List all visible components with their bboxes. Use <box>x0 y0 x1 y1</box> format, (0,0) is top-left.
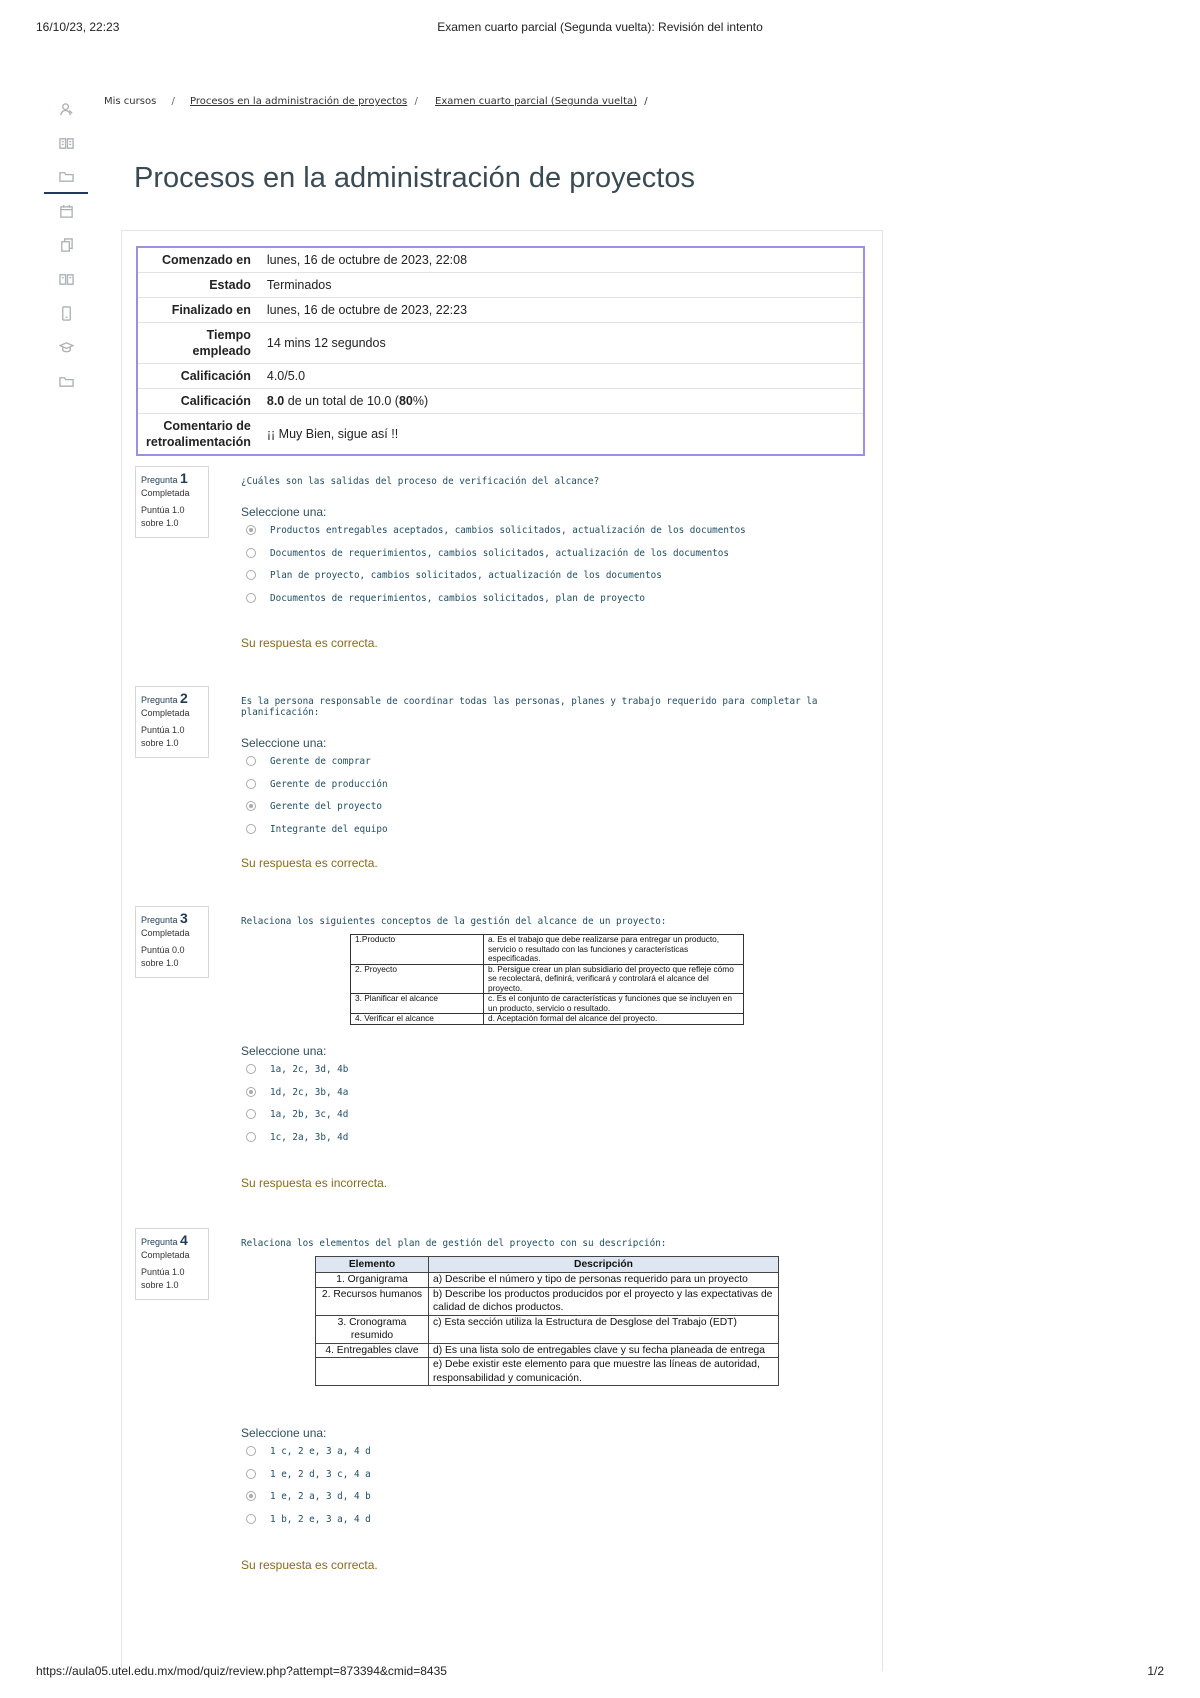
matching-table <box>350 934 744 1025</box>
answer-option[interactable]: Plan de proyecto, cambios solicitados, actualización de los documentos <box>241 568 861 591</box>
question-text: Es la persona responsable de coordinar todas las personas, planes y trabajo requerido para completar la planificación: <box>241 696 818 718</box>
radio[interactable] <box>246 1132 256 1142</box>
answer-option[interactable]: Gerente de comprar <box>241 754 861 777</box>
radio[interactable] <box>246 593 256 603</box>
answer-option[interactable]: 1c, 2a, 3b, 4d <box>241 1130 841 1153</box>
table-row: 4. Entregables clave d) Es una lista solo de entregables clave y su fecha planeada de entrega <box>316 1343 779 1358</box>
radio-selected[interactable] <box>246 801 256 811</box>
radio[interactable] <box>246 1446 256 1456</box>
grade2-mid: de un total de 10.0 ( <box>284 394 399 408</box>
grade2-end: %) <box>412 394 429 408</box>
question-label: Pregunta <box>141 475 178 485</box>
time-label: Tiempo empleado <box>137 323 259 364</box>
radio-selected[interactable] <box>246 525 256 535</box>
question-points: Puntúa 1.0 sobre 1.0 <box>141 1267 185 1290</box>
question-number: 4 <box>180 1232 188 1248</box>
page-title: Procesos en la administración de proyectos <box>134 162 695 194</box>
print-page-number: 1/2 <box>1147 1664 1164 1678</box>
started-value: lunes, 16 de octubre de 2023, 22:08 <box>266 253 468 267</box>
folder-icon[interactable] <box>44 364 88 398</box>
breadcrumb-my-courses[interactable]: Mis cursos <box>104 96 157 107</box>
radio[interactable] <box>246 1469 256 1479</box>
answer-option[interactable]: 1a, 2b, 3c, 4d <box>241 1107 841 1130</box>
select-one-label: Seleccione una: <box>241 1426 327 1440</box>
answer-option[interactable]: Documentos de requerimientos, cambios solicitados, plan de proyecto <box>241 591 861 614</box>
answer-option[interactable]: Documentos de requerimientos, cambios solicitados, actualización de los documentos <box>241 546 861 569</box>
answer-option[interactable]: Gerente del proyecto <box>241 799 861 822</box>
graduation-cap-icon[interactable] <box>44 330 88 364</box>
table-header-row: Elemento Descripción <box>316 1257 779 1273</box>
grade-value: 4.0/5.0 <box>259 364 864 389</box>
question-body <box>241 1228 861 1572</box>
question-label: Pregunta <box>141 695 178 705</box>
grade2-label: Calificación <box>137 389 259 414</box>
answer-option[interactable]: 1 c, 2 e, 3 a, 4 d <box>241 1444 841 1467</box>
answer-option[interactable]: 1 b, 2 e, 3 a, 4 d <box>241 1512 841 1535</box>
select-one-label: Seleccione una: <box>241 1044 327 1058</box>
answer-feedback: Su respuesta es incorrecta. <box>241 1176 388 1190</box>
question-info <box>135 906 209 978</box>
question-points: Puntúa 1.0 sobre 1.0 <box>141 505 185 528</box>
grade2-percent: 80 <box>398 394 413 408</box>
answer-feedback: Su respuesta es correcta. <box>241 856 378 870</box>
finished-label: Finalizado en <box>137 298 259 323</box>
matching-table <box>315 1256 779 1386</box>
state-value: Terminados <box>259 273 864 298</box>
question-body <box>241 466 861 650</box>
book-icon[interactable] <box>44 126 88 160</box>
folder-icon[interactable] <box>44 160 88 194</box>
radio[interactable] <box>246 756 256 766</box>
table-row: 4. Verificar el alcance d. Aceptación formal del alcance del proyecto. <box>351 1014 744 1025</box>
table-row: 1.Producto a. Es el trabajo que debe realizarse para entregar un producto, servicio o resultado con las funciones y características especificadas. <box>351 935 744 965</box>
breadcrumb-separator: / <box>644 96 648 107</box>
radio[interactable] <box>246 824 256 834</box>
sidebar <box>44 92 88 398</box>
question-text: ¿Cuáles son las salidas del proceso de verificación del alcance? <box>241 476 600 487</box>
attempt-summary-table <box>136 246 865 456</box>
radio-selected[interactable] <box>246 1087 256 1097</box>
question-state: Completada <box>141 488 190 498</box>
question-points: Puntúa 0.0 sobre 1.0 <box>141 945 185 968</box>
mobile-icon[interactable] <box>44 296 88 330</box>
question-info <box>135 466 209 538</box>
question-info <box>135 686 209 758</box>
answer-option[interactable]: 1 e, 2 a, 3 d, 4 b <box>241 1489 841 1512</box>
print-datetime: 16/10/23, 22:23 <box>36 20 120 34</box>
select-one-label: Seleccione una: <box>241 736 327 750</box>
comment-label: Comentario de retroalimentación <box>137 414 259 456</box>
question-body <box>241 686 861 870</box>
radio[interactable] <box>246 1064 256 1074</box>
print-title: Examen cuarto parcial (Segunda vuelta): Revisión del intento <box>437 20 763 34</box>
breadcrumb-exam-link[interactable]: Examen cuarto parcial (Segunda vuelta) <box>435 96 638 107</box>
answer-feedback: Su respuesta es correcta. <box>241 1558 378 1572</box>
table-row: e) Debe existir este elemento para que muestre las líneas de autoridad, responsabilidad y comunicación. <box>316 1358 779 1386</box>
answer-option[interactable]: 1d, 2c, 3b, 4a <box>241 1085 841 1108</box>
user-icon[interactable] <box>44 92 88 126</box>
question-points: Puntúa 1.0 sobre 1.0 <box>141 725 185 748</box>
grade2-value <box>259 389 864 414</box>
radio[interactable] <box>246 1514 256 1524</box>
copy-icon[interactable] <box>44 228 88 262</box>
table-row: 3. Cronograma resumido c) Esta sección utiliza la Estructura de Desglose del Trabajo (EDT) <box>316 1315 779 1343</box>
question-number: 3 <box>180 910 188 926</box>
grade2-score: 8.0 <box>266 394 285 408</box>
question-number: 2 <box>180 690 188 706</box>
answer-option[interactable]: Integrante del equipo <box>241 822 861 845</box>
radio-selected[interactable] <box>246 1491 256 1501</box>
calendar-icon[interactable] <box>44 194 88 228</box>
answer-option[interactable]: Productos entregables aceptados, cambios solicitados, actualización de los documentos <box>241 523 861 546</box>
breadcrumb-separator: / <box>171 96 175 107</box>
print-url: https://aula05.utel.edu.mx/mod/quiz/review.php?attempt=873394&cmid=8435 <box>36 1664 447 1678</box>
table-row: 1. Organigrama a) Describe el número y tipo de personas requerido para un proyecto <box>316 1273 779 1288</box>
state-label: Estado <box>137 273 259 298</box>
answer-option[interactable]: 1a, 2c, 3d, 4b <box>241 1062 841 1085</box>
breadcrumb-separator: / <box>414 96 418 107</box>
breadcrumb-course-link[interactable]: Procesos en la administración de proyectos <box>190 96 408 107</box>
comment-value: ¡¡ Muy Bien, sigue así !! <box>259 414 864 456</box>
question-info <box>135 1228 209 1300</box>
question-number: 1 <box>180 470 188 486</box>
table-row: 3. Planificar el alcance c. Es el conjunto de características y funciones que se incluyen en un producto, servicio o resultado. <box>351 994 744 1014</box>
table-row: 2. Recursos humanos b) Describe los productos producidos por el proyecto y las expectativas de calidad de dichos productos. <box>316 1287 779 1315</box>
question-state: Completada <box>141 1250 190 1260</box>
question-label: Pregunta <box>141 915 178 925</box>
question-state: Completada <box>141 928 190 938</box>
radio[interactable] <box>246 570 256 580</box>
book-icon[interactable] <box>44 262 88 296</box>
time-value: 14 mins 12 segundos <box>259 323 864 364</box>
answer-option[interactable]: 1 e, 2 d, 3 c, 4 a <box>241 1467 841 1490</box>
question-label: Pregunta <box>141 1237 178 1247</box>
question-body <box>241 906 861 1190</box>
started-label: Comenzado en <box>161 253 251 267</box>
finished-value: lunes, 16 de octubre de 2023, 22:23 <box>259 298 864 323</box>
question-state: Completada <box>141 708 190 718</box>
radio[interactable] <box>246 1109 256 1119</box>
question-text: Relaciona los elementos del plan de gestión del proyecto con su descripción: <box>241 1238 667 1249</box>
grade-label: Calificación <box>137 364 259 389</box>
radio[interactable] <box>246 779 256 789</box>
radio[interactable] <box>246 548 256 558</box>
select-one-label: Seleccione una: <box>241 505 327 519</box>
table-row: 2. Proyecto b. Persigue crear un plan subsidiario del proyecto que refleje cómo se recolectará, definirá, verificará y controlará el alcance del proyecto. <box>351 964 744 994</box>
answer-option[interactable]: Gerente de producción <box>241 777 861 800</box>
question-text: Relaciona los siguientes conceptos de la gestión del alcance de un proyecto: <box>241 916 667 927</box>
answer-feedback: Su respuesta es correcta. <box>241 636 378 650</box>
breadcrumb <box>104 96 648 107</box>
